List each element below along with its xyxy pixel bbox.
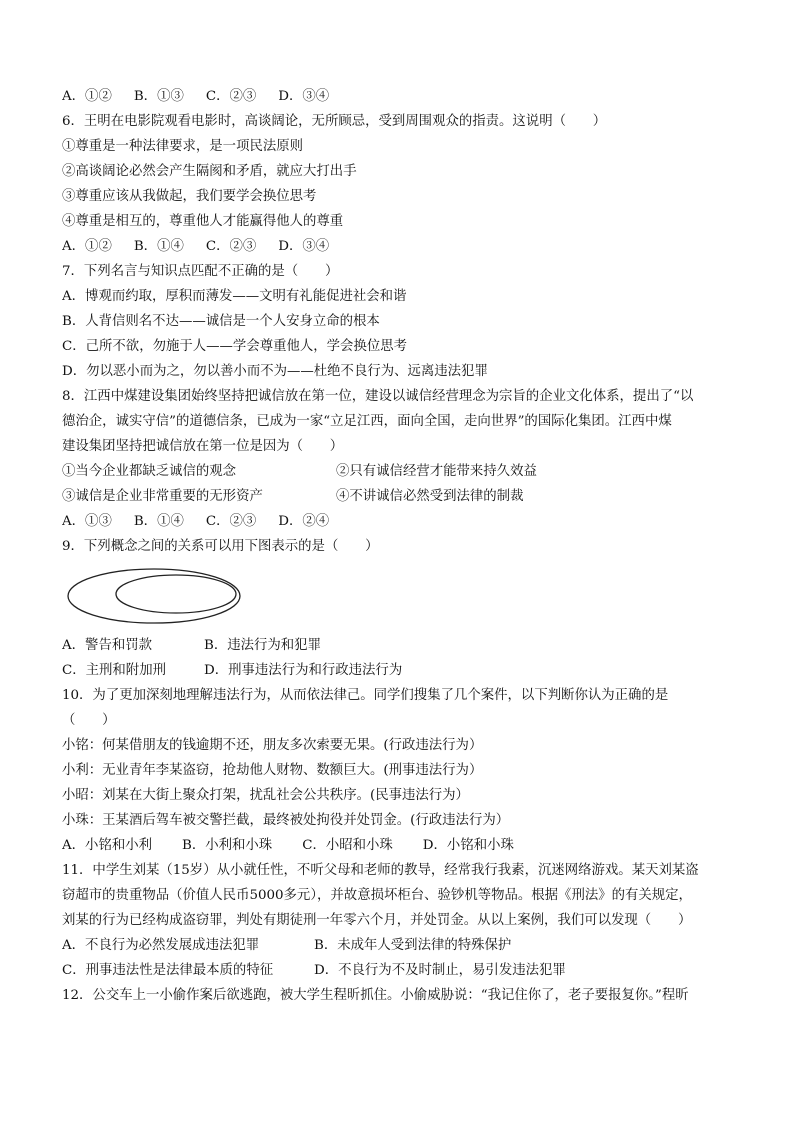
q9-diagram — [62, 559, 742, 633]
q5-options — [62, 84, 742, 109]
inner-ellipse — [116, 575, 236, 613]
q11-stem-line-3: 刘某的行为已经构成盗窃罪，判处有期徒刑一年零六个月，并处罚金。从以上案例，我们可以发现（ ） — [62, 913, 692, 928]
option-d: D．③④ — [278, 89, 330, 104]
option-d: D．刑事违法行为和行政违法行为 — [204, 663, 403, 678]
option-b: B．①③ — [133, 89, 184, 104]
q8-statement-2: ②只有诚信经营才能带来持久效益 — [336, 464, 537, 479]
q8-statements-row-1 — [62, 459, 742, 484]
q10-options — [62, 833, 742, 858]
q7-option-a: A．博观而约取，厚积而薄发——文明有礼能促进社会和谐 — [62, 289, 407, 304]
q9-stem: 9．下列概念之间的关系可以用下图表示的是（ ） — [62, 539, 379, 554]
option-a: A．警告和罚款 — [62, 638, 153, 653]
option-a: A．①② — [62, 239, 112, 254]
q11-options-row-1 — [62, 933, 742, 958]
q8-stem-line-3: 建设集团坚持把诚信放在第一位是因为（ ） — [62, 439, 344, 454]
q11-options-row-2 — [62, 958, 742, 983]
q10-case-4: 小珠：王某酒后驾车被交警拦截，最终被处拘役并处罚金。(行政违法行为） — [62, 813, 510, 828]
q6-statement-3: ③尊重应该从我做起，我们要学会换位思考 — [62, 189, 317, 204]
q10-case-1: 小铭：何某借朋友的钱逾期不还，朋友多次索要无果。(行政违法行为） — [62, 738, 483, 753]
q9-options-row-1 — [62, 633, 742, 658]
option-c: C．小昭和小珠 — [302, 838, 393, 853]
option-d: D．不良行为不及时制止，易引发违法犯罪 — [314, 963, 566, 978]
nested-ellipses-diagram — [64, 565, 244, 627]
q7-option-b: B．人背信则名不达——诚信是一个人安身立命的根本 — [62, 314, 380, 329]
q11-stem-line-2: 窃超市的贵重物品（价值人民币5000多元），并故意损坏柜台、验钞机等物品。根据《刑法》的有关规定， — [62, 888, 692, 903]
q10-stem-line-2: （ ） — [62, 713, 116, 728]
q6-statement-2: ②高谈阔论必然会产生隔阂和矛盾，就应大打出手 — [62, 164, 357, 179]
option-d: D．②④ — [278, 514, 330, 529]
option-a: A．①② — [62, 89, 112, 104]
option-b: B．小利和小珠 — [182, 838, 273, 853]
q6-stem: 6．王明在电影院观看电影时，高谈阔论，无所顾忌，受到周围观众的指责。这说明（ ） — [62, 114, 607, 129]
q8-stem-line-2: 德治企，诚实守信”的道德信条，已成为一家“立足江西，面向全国，走向世界”的国际化集团。江西中煤 — [62, 414, 672, 429]
option-b: B．①④ — [133, 514, 184, 529]
option-a: A．①③ — [62, 514, 112, 529]
outer-ellipse — [68, 569, 240, 623]
q10-case-2: 小利：无业青年李某盗窃，抢劫他人财物、数额巨大。(刑事违法行为） — [62, 763, 483, 778]
option-b: B．违法行为和犯罪 — [204, 638, 321, 653]
exam-page — [62, 84, 742, 1008]
option-a: A．小铭和小利 — [62, 838, 153, 853]
q10-stem-line-1: 10．为了更加深刻地理解违法行为，从而依法律己。同学们搜集了几个案件，以下判断你认为正确的是 — [62, 688, 669, 703]
q10-case-3: 小昭：刘某在大街上聚众打架，扰乱社会公共秩序。(民事违法行为） — [62, 788, 469, 803]
option-b: B．①④ — [133, 239, 184, 254]
option-c: C．②③ — [205, 239, 257, 254]
q6-statement-1: ①尊重是一种法律要求，是一项民法原则 — [62, 139, 304, 154]
q8-statement-4: ④不讲诚信必然受到法律的制裁 — [336, 489, 524, 504]
q6-statement-4: ④尊重是相互的，尊重他人才能赢得他人的尊重 — [62, 214, 344, 229]
option-c: C．刑事违法性是法律最本质的特征 — [62, 963, 274, 978]
q12-stem: 12．公交车上一小偷作案后欲逃跑，被大学生程昕抓住。小偷威胁说：“我记住你了，老子要报复你。”程昕 — [62, 988, 689, 1003]
option-c: C．②③ — [205, 514, 257, 529]
q7-option-c: C．己所不欲，勿施于人——学会尊重他人，学会换位思考 — [62, 339, 408, 354]
q8-statement-1: ①当今企业都缺乏诚信的观念 — [62, 464, 237, 479]
q8-statements-row-2 — [62, 484, 742, 509]
option-d: D．小铭和小珠 — [422, 838, 514, 853]
q6-options — [62, 234, 742, 259]
q11-stem-line-1: 11．中学生刘某（15岁）从小就任性，不听父母和老师的教导，经常我行我素，沉迷网络游戏。某天刘某盗 — [62, 863, 699, 878]
q7-option-d: D．勿以恶小而为之，勿以善小而不为——杜绝不良行为、远离违法犯罪 — [62, 364, 488, 379]
q8-options — [62, 509, 742, 534]
q8-statement-3: ③诚信是企业非常重要的无形资产 — [62, 489, 263, 504]
option-c: C．主刑和附加刑 — [62, 663, 166, 678]
q7-stem: 7．下列名言与知识点匹配不正确的是（ ） — [62, 264, 339, 279]
option-d: D．③④ — [278, 239, 330, 254]
option-b: B．未成年人受到法律的特殊保护 — [314, 938, 512, 953]
option-c: C．②③ — [205, 89, 257, 104]
q9-options-row-2 — [62, 658, 742, 683]
option-a: A．不良行为必然发展成违法犯罪 — [62, 938, 260, 953]
q8-stem-line-1: 8．江西中煤建设集团始终坚持把诚信放在第一位，建设以诚信经营理念为宗旨的企业文化体系，提出了“以 — [62, 389, 694, 404]
